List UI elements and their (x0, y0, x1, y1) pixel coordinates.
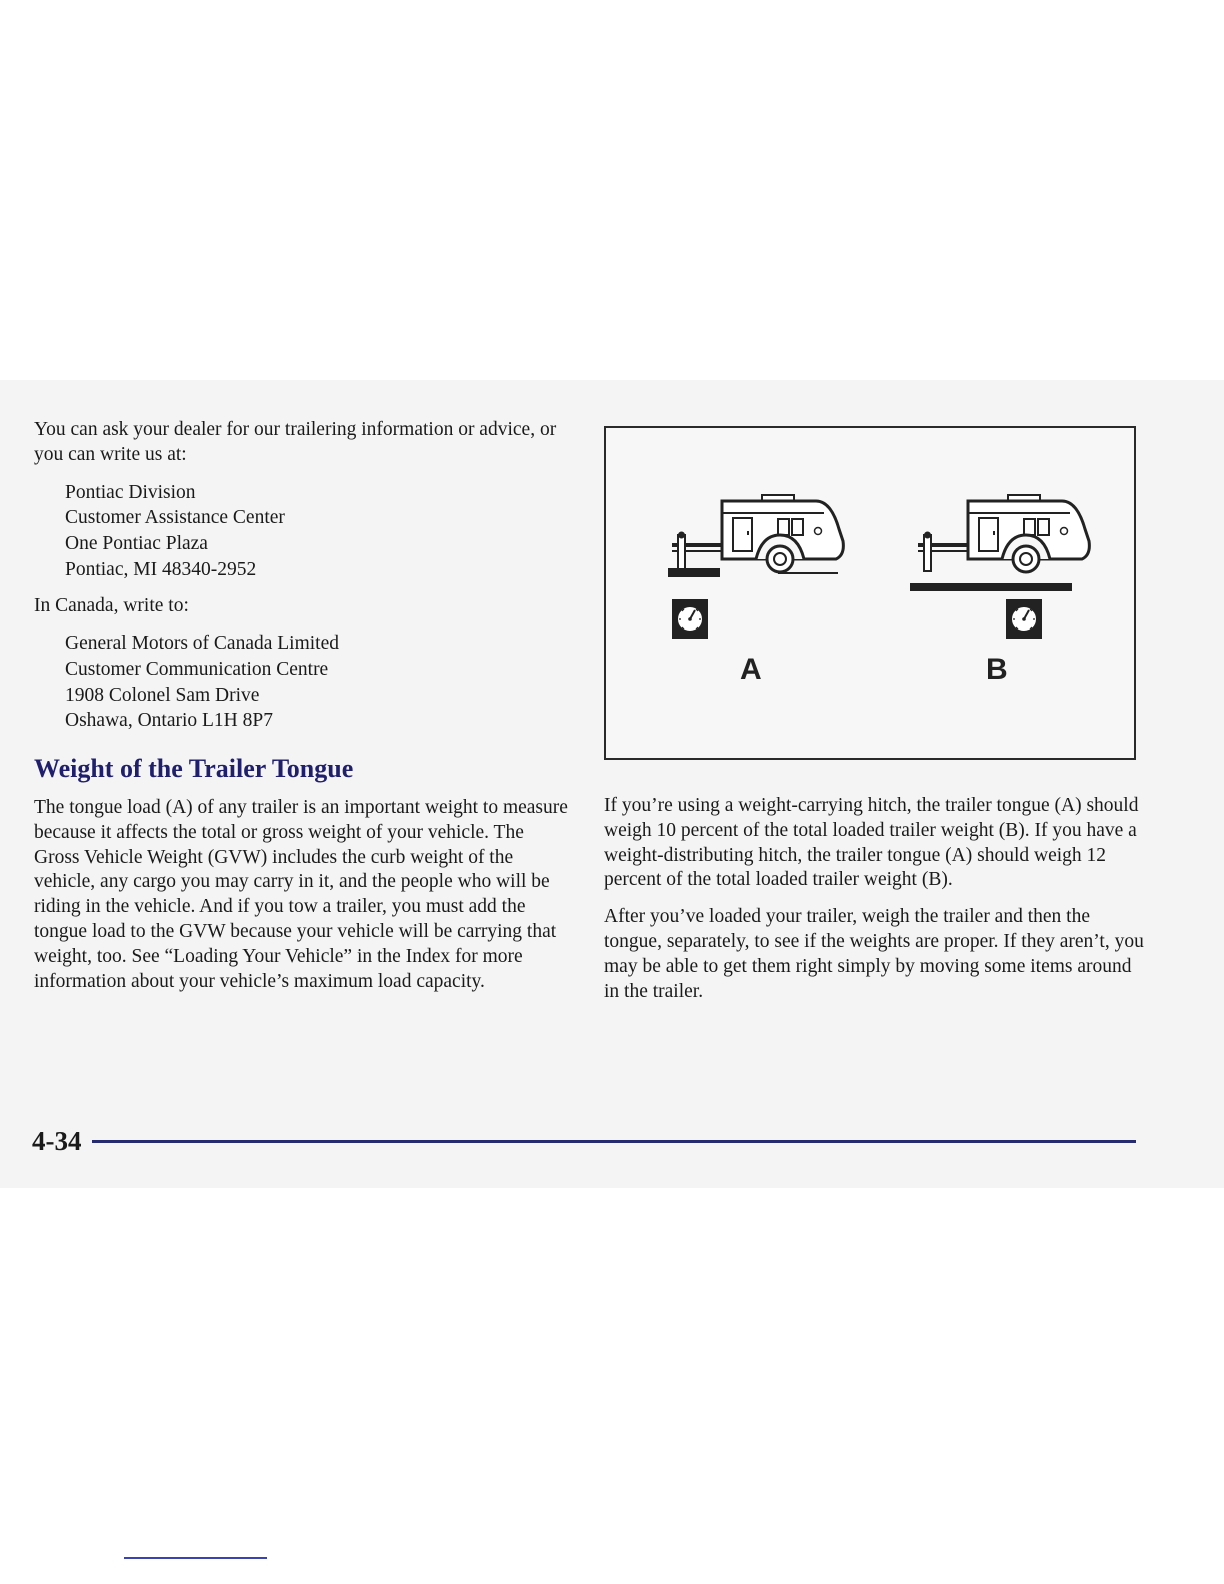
tongue-load-paragraph: The tongue load (A) of any trailer is an important weight to measure because it affects the total or gross weight of your vehicle. The Gross Vehicle Weight (GVW) includes the curb weight of the vehicle, any cargo you may carry in it, and the people who will be riding in the vehicle. And if you tow a trailer, you must add the tongue load to the GVW because your vehicle will be carrying that weight, too. See “Loading Your Vehicle” in the Index for more information about your vehicle’s maximum load capacity. (34, 797, 568, 992)
us-address-block (34, 480, 574, 583)
canada-intro: In Canada, write to: (34, 595, 189, 617)
weighing-paragraph: After you’ve loaded your trailer, weigh the trailer and then the tongue, separately, to see if the weights are proper. If they aren’t, you may be able to get them right simply by moving some items around in the trailer. (604, 906, 1144, 1002)
left-column (34, 418, 574, 994)
right-column (604, 794, 1144, 1004)
address-line: Customer Assistance Center (65, 507, 285, 529)
figure-label-a: A (740, 653, 762, 686)
page-number: 4-34 (32, 1126, 82, 1156)
trailer-illustration (606, 428, 1136, 760)
trailer-a-icon (668, 495, 843, 639)
address-line: 1908 Colonel Sam Drive (65, 684, 260, 706)
hitch-paragraph: If you’re using a weight-carrying hitch, the trailer tongue (A) should weigh 10 percent of the total loaded trailer weight (B). If you have a weight-distributing hitch, the trailer tongue (A) should weigh 12 percent of the total loaded trailer weight (B). (604, 795, 1139, 891)
trailer-weighing-figure (604, 426, 1136, 760)
section-heading: Weight of the Trailer Tongue (34, 754, 354, 784)
figure-label-b: B (986, 653, 1008, 686)
address-line: Customer Communication Centre (65, 658, 329, 680)
address-line: Pontiac Division (65, 481, 196, 503)
address-line: Oshawa, Ontario L1H 8P7 (65, 710, 273, 732)
trailer-b-icon (910, 495, 1089, 639)
address-line: General Motors of Canada Limited (65, 633, 339, 655)
bottom-link-underline (124, 1557, 267, 1559)
canada-address-block (34, 631, 574, 734)
footer-rule (92, 1140, 1136, 1143)
address-line: Pontiac, MI 48340-2952 (65, 558, 257, 580)
address-line: One Pontiac Plaza (65, 533, 208, 554)
intro-paragraph: You can ask your dealer for our trailering information or advice, or you can write us at: (34, 419, 557, 465)
